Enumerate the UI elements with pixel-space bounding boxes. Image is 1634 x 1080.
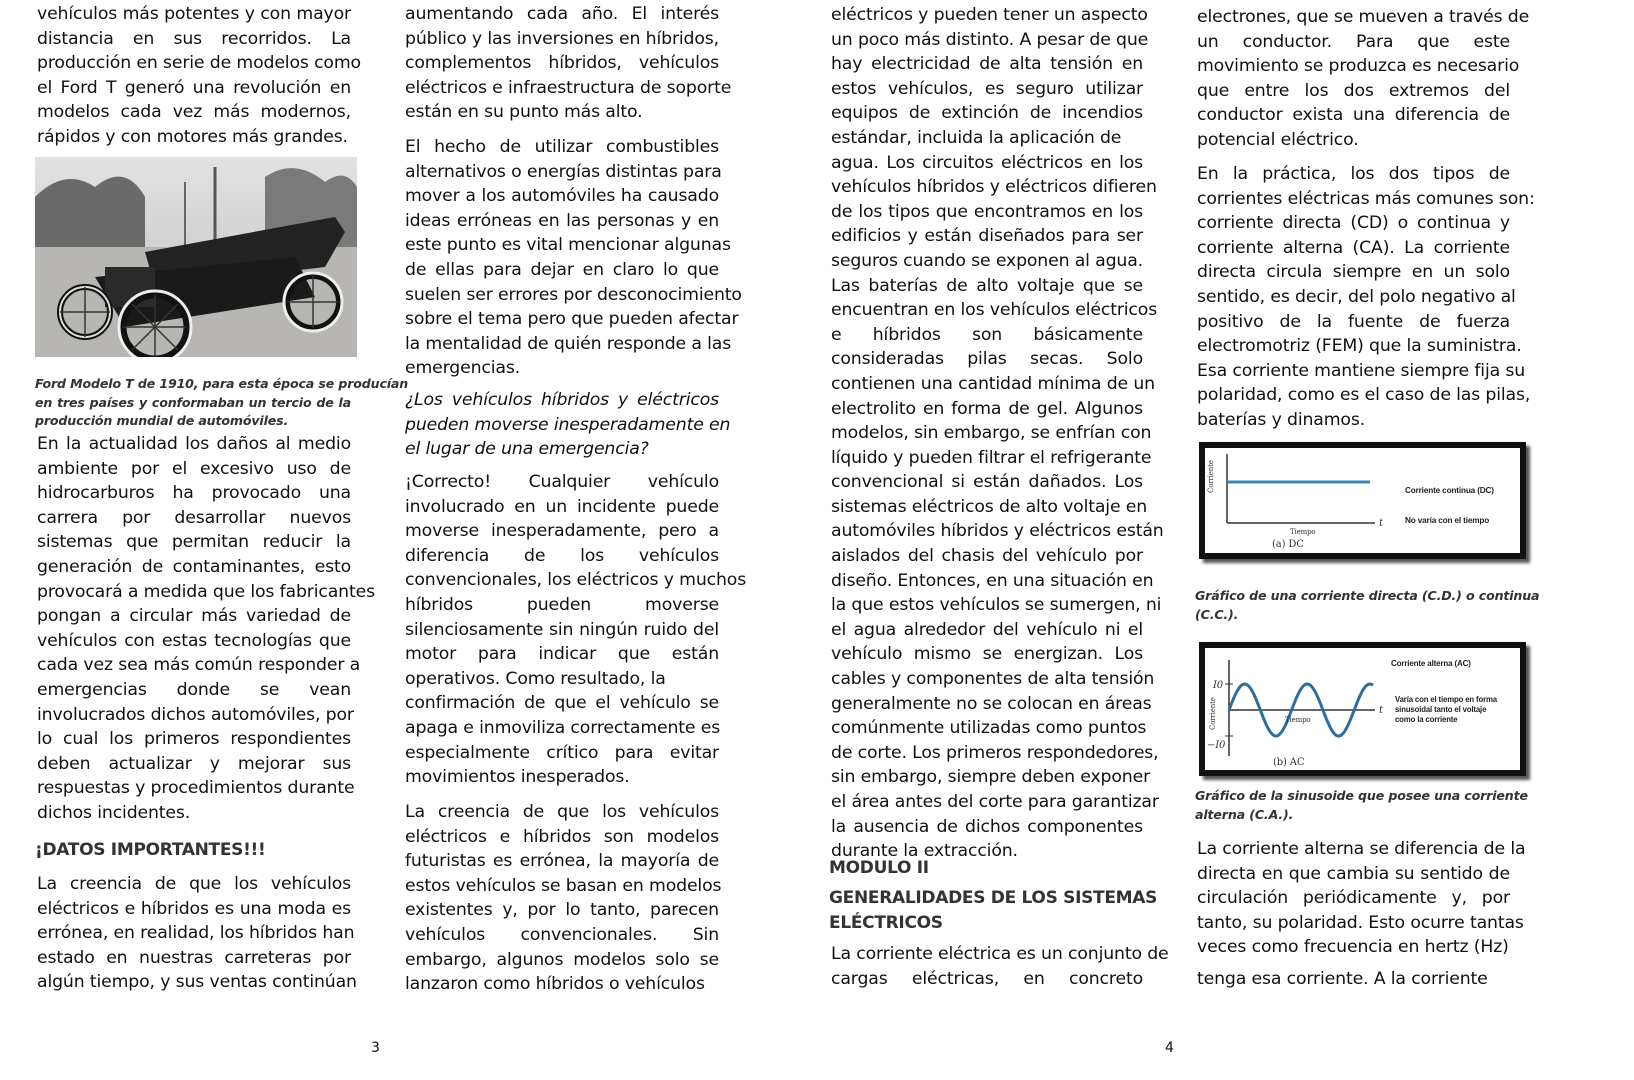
text-line: lo cual los primeros respondientes: [37, 729, 351, 750]
text-line: En la práctica, los dos tipos de: [1197, 164, 1510, 184]
text-line: sistemas eléctricos de alto voltaje en: [831, 496, 1148, 517]
text-line: emergencias.: [405, 358, 521, 379]
ac-t-label: t: [1379, 705, 1383, 716]
text-line: aumentando cada año. El interés: [405, 4, 719, 24]
question-line-2: pueden moverse inesperadamente en: [405, 414, 731, 435]
text-line: hay electricidad de alta tensión en: [831, 54, 1143, 75]
section-heading: [829, 886, 1158, 935]
col3-paragraph-2-continued: [831, 765, 1159, 863]
ac-subtitle: (b) AC: [1273, 757, 1305, 768]
ford-model-t-photo: [35, 157, 357, 357]
col3-joined-line-b: vehículos híbridos y eléctricos difieren: [831, 177, 1157, 198]
text-line: errónea, en realidad, los híbridos han: [37, 923, 355, 944]
text-line: vehículos con estas tecnologías que: [37, 630, 351, 651]
text-line: hidrocarburos ha provocado una: [37, 483, 351, 504]
col1-paragraph-2-lines: [37, 432, 375, 678]
ac-x-axis-label: Tiempo: [1285, 716, 1311, 724]
ac-neg-i0-label: −I0: [1207, 740, 1226, 751]
col2-paragraph-4: [405, 800, 722, 997]
col3-joined-line-d: de corte. Los primeros respondedores,: [831, 742, 1159, 763]
photo-caption: [35, 375, 409, 431]
text-line: diseño. Entonces, en una situación en: [831, 570, 1154, 591]
col1-joined-line-c: estado en nuestras carreteras por: [37, 947, 351, 968]
col2-joined-line-b: apaga e inmoviliza correctamente es: [405, 717, 721, 738]
text-line: e híbridos son básicamente: [831, 324, 1143, 345]
text-line: La corriente alterna se diferencia de la: [1197, 839, 1526, 859]
text-line: convencionales, los eléctricos y muchos: [405, 570, 747, 591]
text-line: vehículos convencionales. Sin: [405, 924, 719, 945]
text-line: provocará a medida que los fabricantes: [37, 581, 375, 602]
text-line: conductor exista una diferencia de: [1197, 105, 1510, 126]
text-line: sin embargo, siempre deben exponer: [831, 767, 1151, 788]
text-line: silenciosamente sin ningún ruido del: [405, 619, 719, 640]
text-line: distancia en sus recorridos. La: [37, 28, 351, 49]
col2-paragraph-3-continued: [405, 741, 719, 790]
dc-figure-caption: [1195, 587, 1540, 624]
text-line: en tres países y conformaban un tercio de la: [35, 394, 351, 410]
col2-paragraph-3: [405, 470, 747, 790]
text-line: diferencia de los vehículos: [405, 545, 719, 566]
text-line: futuristas es errónea, la mayoría de: [405, 851, 719, 872]
text-line: motor para indicar que están: [405, 644, 719, 665]
text-line: ideas erróneas en las personas y en: [405, 210, 719, 231]
text-line: deben actualizar y mejorar sus: [37, 753, 351, 774]
text-line: ¡Correcto! Cualquier vehículo: [405, 472, 719, 492]
ac-title: Corriente alterna (AC): [1391, 659, 1471, 668]
text-line: complementos híbridos, vehículos: [405, 53, 719, 74]
text-line: aislados del chasis del vehículo por: [831, 546, 1143, 567]
text-line: directa circula siempre en un solo: [1197, 262, 1510, 283]
col2-paragraph-3-lines: [405, 470, 747, 691]
col1-joined-line-b: involucrados dichos automóviles, por: [37, 704, 354, 725]
col4-paragraph-4: [1197, 967, 1510, 992]
ac-desc-line-2: sinusoidal tanto el voltaje: [1395, 705, 1487, 714]
col3-joined-line-f: cargas eléctricas, en concreto: [831, 968, 1143, 989]
dc-t-label: t: [1379, 518, 1383, 529]
text-line: eléctricos y pueden tener un aspecto: [831, 5, 1148, 25]
col1-paragraph-3-lines: [37, 872, 355, 946]
text-line: suelen ser errores por desconocimiento: [405, 284, 742, 305]
text-line: generación de contaminantes, esto: [37, 556, 351, 577]
ac-y-axis-label: Corriente: [1209, 697, 1217, 730]
ac-desc-line-1: Varía con el tiempo en forma: [1395, 695, 1497, 704]
text-line: corriente directa (CD) o continua y: [1197, 213, 1510, 234]
text-line: eléctricos e híbridos son modelos: [405, 826, 719, 847]
text-line: involucrado en un incidente puede: [405, 496, 719, 517]
text-line: rápidos y con motores más grandes.: [37, 126, 348, 147]
text-line: polaridad, como es el caso de las pilas,: [1197, 385, 1531, 406]
text-line: la mentalidad de quién responde a las: [405, 333, 732, 354]
ac-i0-label: I0: [1213, 680, 1224, 691]
dc-y-axis-label: Corriente: [1207, 460, 1215, 493]
text-line: están en su punto más alto.: [405, 102, 643, 123]
col3-top-paragraph: [831, 3, 1164, 864]
text-line: ELÉCTRICOS: [829, 912, 943, 933]
text-line: un poco más distinto. A pesar de que: [831, 29, 1149, 50]
text-line: consideradas pilas secas. Solo: [831, 349, 1143, 370]
text-line: operativos. Como resultado, la: [405, 668, 666, 689]
text-line: edificios y están diseñados para ser: [831, 226, 1143, 247]
text-line: electromotriz (FEM) que la suministra.: [1197, 336, 1522, 357]
col4-top-paragraph: [1197, 5, 1530, 153]
text-line: de los tipos que encontramos en los: [831, 201, 1143, 222]
text-line: GENERALIDADES DE LOS SISTEMAS: [829, 888, 1158, 908]
ac-current-figure: [1199, 642, 1526, 776]
text-line: la que estos vehículos se sumergen, ni: [831, 595, 1162, 616]
text-line: electrolito en forma de gel. Algunos: [831, 398, 1143, 419]
text-line: ambiente por el excesivo uso de: [37, 458, 351, 479]
text-line: equipos de extinción de incendios: [831, 103, 1143, 124]
question-line-3: el lugar de una emergencia?: [405, 439, 649, 460]
text-line: de ellas para dejar en claro lo que: [405, 259, 719, 280]
text-line: potencial eléctrico.: [1197, 129, 1359, 150]
text-line: dichos incidentes.: [37, 802, 191, 823]
ac-desc-line-3: como la corriente: [1395, 715, 1458, 724]
text-line: vehículo mismo se energizan. Los: [831, 644, 1143, 665]
text-line: que entre los dos extremos del: [1197, 80, 1510, 101]
col1-paragraph-3: [37, 872, 357, 995]
col1-paragraph-2: [37, 432, 375, 826]
text-line: tenga esa corriente. A la corriente: [1197, 969, 1488, 989]
col2-joined-line-a: confirmación de que el vehículo se: [405, 693, 719, 714]
text-line: tanto, su polaridad. Esto ocurre tantas: [1197, 912, 1524, 933]
text-line: embargo, algunos modelos solo se: [405, 949, 719, 970]
col2-paragraph-2: [405, 135, 742, 381]
text-line: modelos, sin embargo, se enfrían con: [831, 423, 1152, 444]
text-line: durante la extracción.: [831, 841, 1018, 862]
text-line: Ford Modelo T de 1910, para esta época se producían: [35, 376, 409, 391]
text-line: estos vehículos se basan en modelos: [405, 875, 722, 896]
text-line: corriente alterna (CA). La corriente: [1197, 237, 1510, 258]
col3-paragraph-2: [831, 200, 1164, 716]
text-line: circulación periódicamente y, por: [1197, 888, 1510, 909]
text-line: Las baterías de alto voltaje que se: [831, 275, 1143, 296]
text-line: vehículos más potentes y con mayor: [37, 4, 351, 24]
text-line: automóviles híbridos y eléctricos están: [831, 521, 1164, 542]
text-line: positivo de la fuente de fuerza: [1197, 311, 1510, 332]
col3-paragraph-3: [831, 942, 1169, 991]
col4-paragraph-3: [1197, 837, 1526, 960]
text-line: electrones, que se mueven a través de: [1197, 7, 1530, 27]
text-line: La creencia de que los vehículos: [37, 874, 351, 894]
ac-figure-caption: [1195, 787, 1528, 824]
text-line: el Ford T generó una revolución en: [37, 77, 351, 98]
col3-joined-line-e: La corriente eléctrica es un conjunto de: [831, 944, 1169, 964]
ford-model-t-illustration: [35, 157, 357, 357]
text-line: movimientos inesperados.: [405, 767, 630, 788]
text-line: este punto es vital mencionar algunas: [405, 235, 731, 256]
text-line: mover a los automóviles ha causado: [405, 186, 719, 207]
text-line: un conductor. Para que este: [1197, 31, 1510, 52]
text-line: cables y componentes de alta tensión: [831, 669, 1155, 690]
text-line: corrientes eléctricas más comunes son:: [1197, 188, 1535, 209]
text-line: alternativos o energías distintas para: [405, 161, 722, 182]
text-line: estos vehículos, es seguro utilizar: [831, 78, 1143, 99]
page-number-4: 4: [1165, 1040, 1174, 1056]
text-line: baterías y dinamos.: [1197, 409, 1366, 430]
col1-joined-line-a: emergencias donde se vean: [37, 679, 351, 700]
text-line: la ausencia de dichos componentes: [831, 816, 1143, 837]
text-line: movimiento se produzca es necesario: [1197, 56, 1520, 77]
text-line: público y las inversiones en híbridos,: [405, 28, 719, 49]
dc-x-axis-label: Tiempo: [1290, 528, 1316, 536]
question-heading: [405, 388, 731, 462]
dc-label-right-1: Corriente continua (DC): [1405, 486, 1494, 495]
text-line: producción en serie de modelos como: [37, 53, 361, 74]
text-line: seguros cuando se exponen al agua.: [831, 250, 1144, 271]
text-line: especialmente crítico para evitar: [405, 742, 719, 763]
question-line-1: ¿Los vehículos híbridos y eléctricos: [405, 390, 719, 410]
text-line: el área antes del corte para garantizar: [831, 792, 1159, 812]
text-line: el agua alrededor del vehículo ni el: [831, 619, 1143, 640]
text-line: lanzaron como híbridos o vehículos: [405, 974, 705, 995]
text-line: generalmente no se colocan en áreas: [831, 693, 1152, 714]
text-line: Esa corriente mantiene siempre fija su: [1197, 360, 1526, 381]
text-line: sistemas que permitan reducir la: [37, 532, 351, 553]
text-line: cada vez sea más común responder a: [37, 655, 361, 676]
text-line: modelos cada vez más modernos,: [37, 102, 351, 123]
text-line: (C.C.).: [1195, 606, 1239, 622]
text-line: líquido y pueden filtrar el refrigerante: [831, 447, 1152, 468]
text-line: convencional si están dañados. Los: [831, 472, 1143, 493]
text-line: eléctricos e infraestructura de soporte: [405, 77, 732, 98]
text-line: producción mundial de automóviles.: [35, 413, 289, 428]
col3-top-lines: [831, 3, 1149, 151]
text-line: encuentran en los vehículos eléctricos: [831, 300, 1158, 321]
text-line: híbridos pueden moverse: [405, 594, 719, 615]
text-line: Gráfico de la sinusoide que posee una corriente: [1195, 788, 1528, 803]
text-line: sentido, es decir, del polo negativo al: [1197, 286, 1516, 307]
col2-top-paragraph: [405, 2, 732, 125]
dc-label-right-2: No varía con el tiempo: [1405, 516, 1490, 525]
text-line: alterna (C.A.).: [1195, 806, 1294, 822]
text-line: existentes y, por lo tanto, parecen: [405, 900, 719, 921]
text-line: El hecho de utilizar combustibles: [405, 137, 719, 157]
col3-joined-line-c: comúnmente utilizadas como puntos: [831, 718, 1147, 739]
text-line: Gráfico de una corriente directa (C.D.) o continua: [1195, 588, 1540, 603]
text-line: contienen una cantidad mínima de un: [831, 373, 1155, 394]
col3-joined-line-a: agua. Los circuitos eléctricos en los: [831, 152, 1143, 173]
col4-paragraph-2: [1197, 162, 1535, 433]
text-line: En la actualidad los daños al medio: [37, 434, 351, 454]
text-line: veces como frecuencia en hertz (Hz): [1197, 937, 1509, 958]
text-line: respuestas y procedimientos durante: [37, 778, 355, 799]
dc-subtitle: (a) DC: [1272, 539, 1304, 550]
text-line: sobre el tema pero que pueden afectar: [405, 309, 739, 330]
text-line: La creencia de que los vehículos: [405, 802, 719, 822]
dc-current-figure: [1199, 442, 1526, 559]
datos-importantes-heading: ¡DATOS IMPORTANTES!!!: [35, 840, 266, 860]
text-line: carrera por desarrollar nuevos: [37, 507, 351, 528]
module-heading: MODULO II: [829, 858, 929, 878]
col1-paragraph-2-continued: [37, 727, 355, 825]
text-line: moverse inesperadamente, pero a: [405, 521, 719, 542]
text-line: pongan a circular más variedad de: [37, 606, 351, 627]
text-line: directa en que cambia su sentido de: [1197, 863, 1510, 884]
page-number-3: 3: [371, 1040, 380, 1056]
col1-top-paragraph: [37, 2, 361, 150]
col1-joined-line-d: algún tiempo, y sus ventas continúan: [37, 972, 357, 993]
text-line: eléctricos e híbridos es una moda es: [37, 898, 351, 919]
text-line: estándar, incluida la aplicación de: [831, 127, 1122, 148]
